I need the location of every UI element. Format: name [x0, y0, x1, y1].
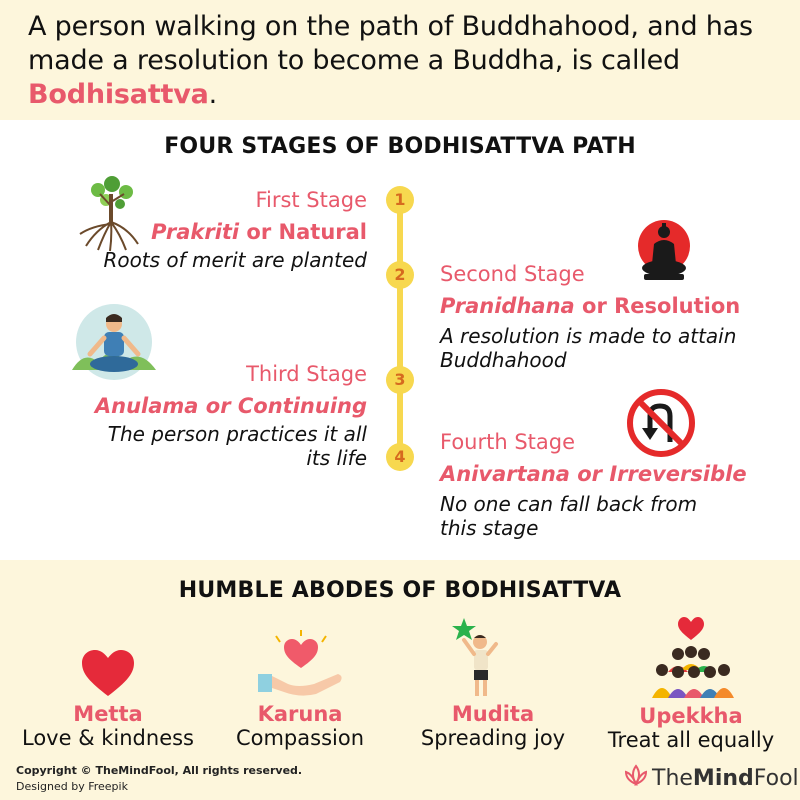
brand-prefix: The	[652, 765, 693, 791]
stage-2-desc	[440, 324, 780, 372]
brand-logo	[624, 764, 799, 792]
stage-4-desc-line-2: this stage	[440, 516, 539, 540]
stages-title: FOUR STAGES OF BODHISATTVA PATH	[164, 134, 636, 159]
stage-1-desc	[47, 248, 367, 272]
abode-mudita	[398, 702, 588, 750]
meditating-person-icon	[64, 300, 164, 388]
abode-karuna	[205, 702, 395, 750]
stage-4-desc-line-1: No one can fall back from	[440, 492, 698, 516]
stage-2-name-em: Pranidhana	[440, 294, 575, 318]
abodes-title: HUMBLE ABODES OF BODHISATTVA	[178, 578, 622, 603]
stage-1-name-rest: or Natural	[239, 220, 367, 244]
intro-sentence: A person walking on the path of Buddhahood, and has made a resolution to become a Buddha, is called	[28, 11, 753, 76]
stage-1-label: First Stage	[255, 188, 367, 212]
group-of-people-icon	[648, 614, 734, 704]
stage-4-name-em: Anivartana or Irreversible	[440, 462, 747, 486]
heart-icon	[80, 648, 136, 702]
abode-upekkha-name: Upekkha	[639, 704, 743, 728]
stage-1-name	[151, 220, 367, 244]
designed-by-text: Designed by Freepik	[16, 780, 128, 793]
heart-in-hand-icon	[258, 628, 344, 702]
stage-4-name	[440, 462, 747, 486]
step-badge-3: 3	[386, 366, 414, 394]
stage-1-desc-line: Roots of merit are planted	[103, 248, 367, 272]
intro-highlight: Bodhisattva	[28, 79, 209, 110]
abode-upekkha-desc: Treat all equally	[607, 728, 775, 752]
stage-2-name-rest: or Resolution	[574, 294, 741, 318]
stage-4-label: Fourth Stage	[440, 430, 576, 454]
stage-3-name-em: Anulama or Continuing	[94, 394, 367, 418]
stage-3-label: Third Stage	[246, 362, 367, 386]
abode-karuna-desc: Compassion	[235, 726, 365, 750]
step-badge-2: 2	[386, 261, 414, 289]
lotus-icon	[624, 764, 648, 792]
abode-mudita-desc: Spreading joy	[420, 726, 566, 750]
abode-metta-name: Metta	[73, 702, 143, 726]
stage-4-desc	[440, 492, 780, 540]
intro-end: .	[208, 79, 218, 110]
intro-text	[28, 10, 788, 112]
abode-mudita-name: Mudita	[451, 702, 535, 726]
stage-3-desc-line-1: The person practices it all	[107, 422, 367, 446]
tree-roots-icon	[76, 176, 146, 256]
stage-3-desc	[47, 422, 367, 470]
step-badge-4: 4	[386, 443, 414, 471]
abode-karuna-name: Karuna	[257, 702, 343, 726]
brand-strong: Mind	[692, 765, 754, 791]
abode-metta	[13, 702, 203, 750]
copyright-text: Copyright © TheMindFool, All rights reserved.	[16, 764, 303, 777]
stage-3-name	[95, 394, 367, 418]
stage-3-desc-line-2: its life	[306, 446, 367, 470]
stage-1-name-em: Prakriti	[151, 220, 240, 244]
stage-2-desc-line-2: Buddhahood	[440, 348, 567, 372]
step-badge-1: 1	[386, 186, 414, 214]
stage-2-label: Second Stage	[440, 262, 585, 286]
joyful-person-icon	[450, 614, 500, 712]
abode-metta-desc: Love & kindness	[22, 726, 194, 750]
timeline-line	[397, 196, 403, 460]
brand-suffix: Fool	[753, 765, 799, 791]
no-u-turn-icon	[626, 388, 696, 462]
stage-2-name	[440, 294, 740, 318]
meditating-buddha-icon	[632, 218, 696, 288]
stage-2-desc-line-1: A resolution is made to attain	[440, 324, 737, 348]
abode-upekkha	[596, 704, 786, 752]
